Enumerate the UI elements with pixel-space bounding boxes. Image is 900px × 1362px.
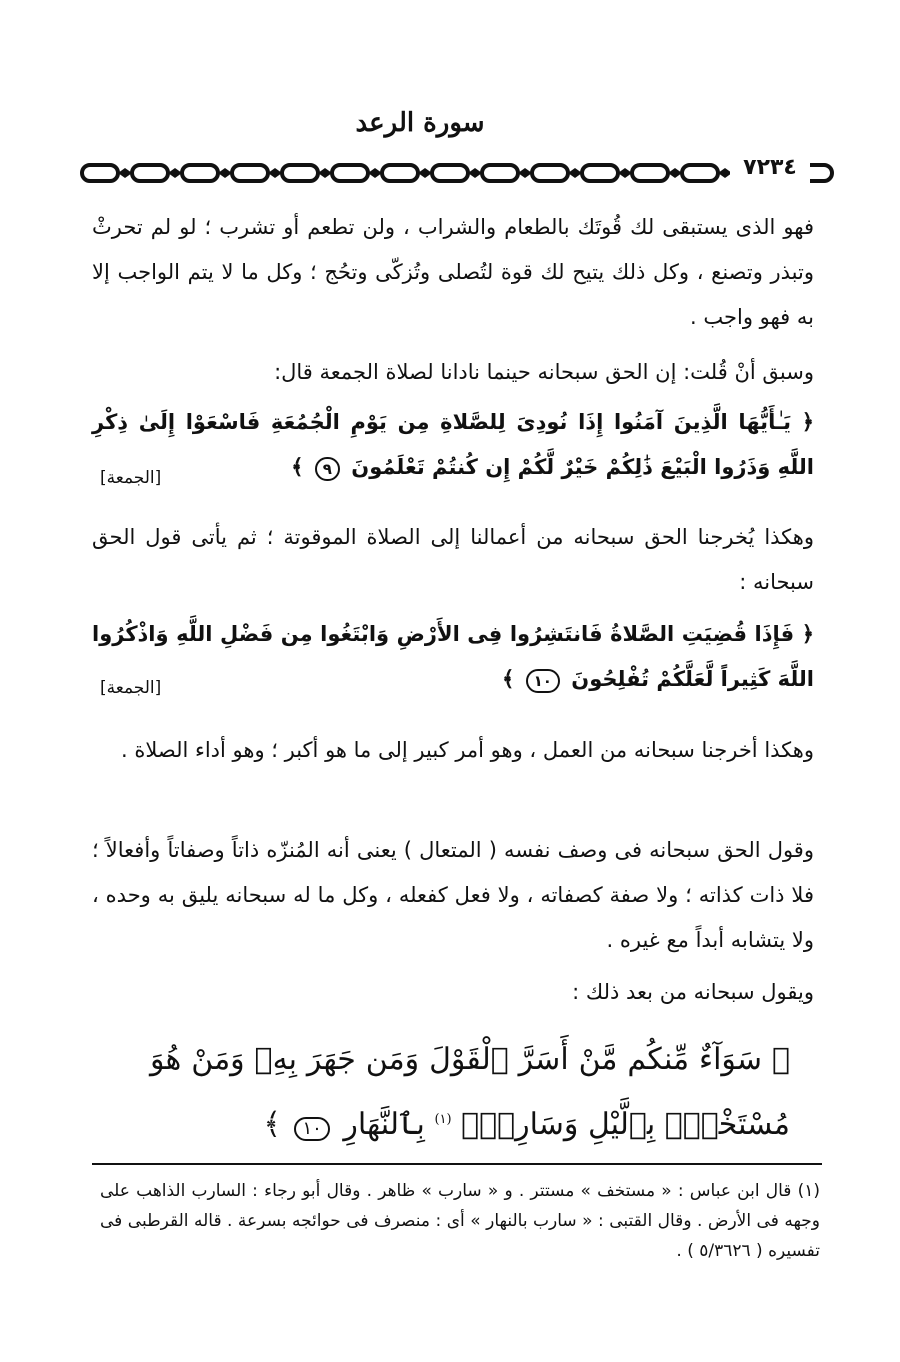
footnote: (١) قال ابن عباس : « مستخف » مستتر . و « سارب » ظاهر . وقال أبو رجاء : السارب الذاهب على وجهه فى الأرض . وقال القتبى : « سارب بالنهار » أى : منصرف فى حوائجه بسرعة . قاله القرطبى فى تفسيره ( ٥/٣٦٢٦ ) .: [100, 1181, 820, 1261]
verse-2: [92, 612, 814, 702]
verse-2-closing: ﴾: [502, 667, 515, 691]
surah-title: سورة الرعد: [355, 108, 485, 138]
verse-2-reference: [الجمعة]: [100, 678, 162, 698]
paragraph-2: وسبق أنْ قُلت: إن الحق سبحانه حينما نادانا لصلاة الجمعة قال:: [274, 360, 814, 384]
verse-1-number: ٩: [315, 457, 340, 481]
footnote-marker: (١): [434, 1112, 452, 1127]
paragraph-1: فهو الذى يستبقى لك قُوتَك بالطعام والشراب ، ولن تطعم أو تشرب ؛ لو لم تحرثْ وتبذر وتصنع ، وكل ذلك يتيح لك قوة لتُصلى وتُزكّى وتحُج ؛ وكل ما لا يتم الواجب إلا به فهو واجب .: [92, 215, 814, 329]
paragraph-5: وقول الحق سبحانه فى وصف نفسه ( المتعال ) يعنى أنه المُنزّه ذاتاً وصفاتاً وأفعالاً ؛ فلا ذات كذاته ؛ ولا صفة كصفاته ، ولا فعل كفعله ، وكل ما له سبحانه يليق به وحده ، ولا يتشابه أبداً مع غيره .: [92, 838, 814, 952]
verse-1-closing: ﴾: [291, 455, 304, 479]
verse-2-number: ١٠: [526, 669, 560, 693]
main-verse-text: ﴿ سَوَآءٌ مِّنكُم مَّنْ أَسَرَّ ٱلْقَوْلَ وَمَن جَهَرَ بِهِۦ وَمَنْ هُوَ مُسْتَخْفٍۭ بِٱلَّيْلِ وَسَارِبٌۢ: [150, 1042, 790, 1142]
main-verse-number: ١٠: [294, 1117, 329, 1141]
verse-1: [92, 400, 814, 490]
paragraph-6: ويقول سبحانه من بعد ذلك :: [572, 980, 814, 1004]
verse-1-text: ﴿ يَـٰأَيُّهَا الَّذِينَ آمَنُوا إِذَا نُودِىَ لِلصَّلاةِ مِن يَوْمِ الْجُمُعَةِ فَاسْعَوْا إِلَىٰ ذِكْرِ اللَّهِ وَذَرُوا الْبَيْعَ ذَٰلِكُمْ خَيْرٌ لَّكُمْ إِن كُنتُمْ تَعْلَمُونَ: [92, 410, 814, 479]
footnote-divider: [92, 1163, 822, 1165]
page-number: ٧٢٣٤: [730, 152, 810, 184]
main-verse: [150, 1030, 790, 1155]
header-ornament: [78, 160, 838, 186]
verse-1-reference: [الجمعة]: [100, 468, 162, 488]
verse-2-text: ﴿ فَإِذَا قُضِيَتِ الصَّلاةُ فَانتَشِرُوا فِى الأَرْضِ وَابْتَغُوا مِن فَضْلِ اللَّهِ وَاذْكُرُوا اللَّهَ كَثِيراً لَّعَلَّكُمْ تُفْلِحُونَ: [92, 622, 814, 691]
main-verse-tail: بِٱلنَّهَارِ: [343, 1107, 425, 1142]
paragraph-3: وهكذا يُخرجنا الحق سبحانه من أعمالنا إلى الصلاة الموقوتة ؛ ثم يأتى قول الحق سبحانه :: [92, 525, 814, 594]
main-verse-closing: ﴾: [263, 1107, 281, 1142]
paragraph-4: وهكذا أخرجنا سبحانه من العمل ، وهو أمر كبير إلى ما هو أكبر ؛ وهو أداء الصلاة .: [120, 738, 814, 762]
